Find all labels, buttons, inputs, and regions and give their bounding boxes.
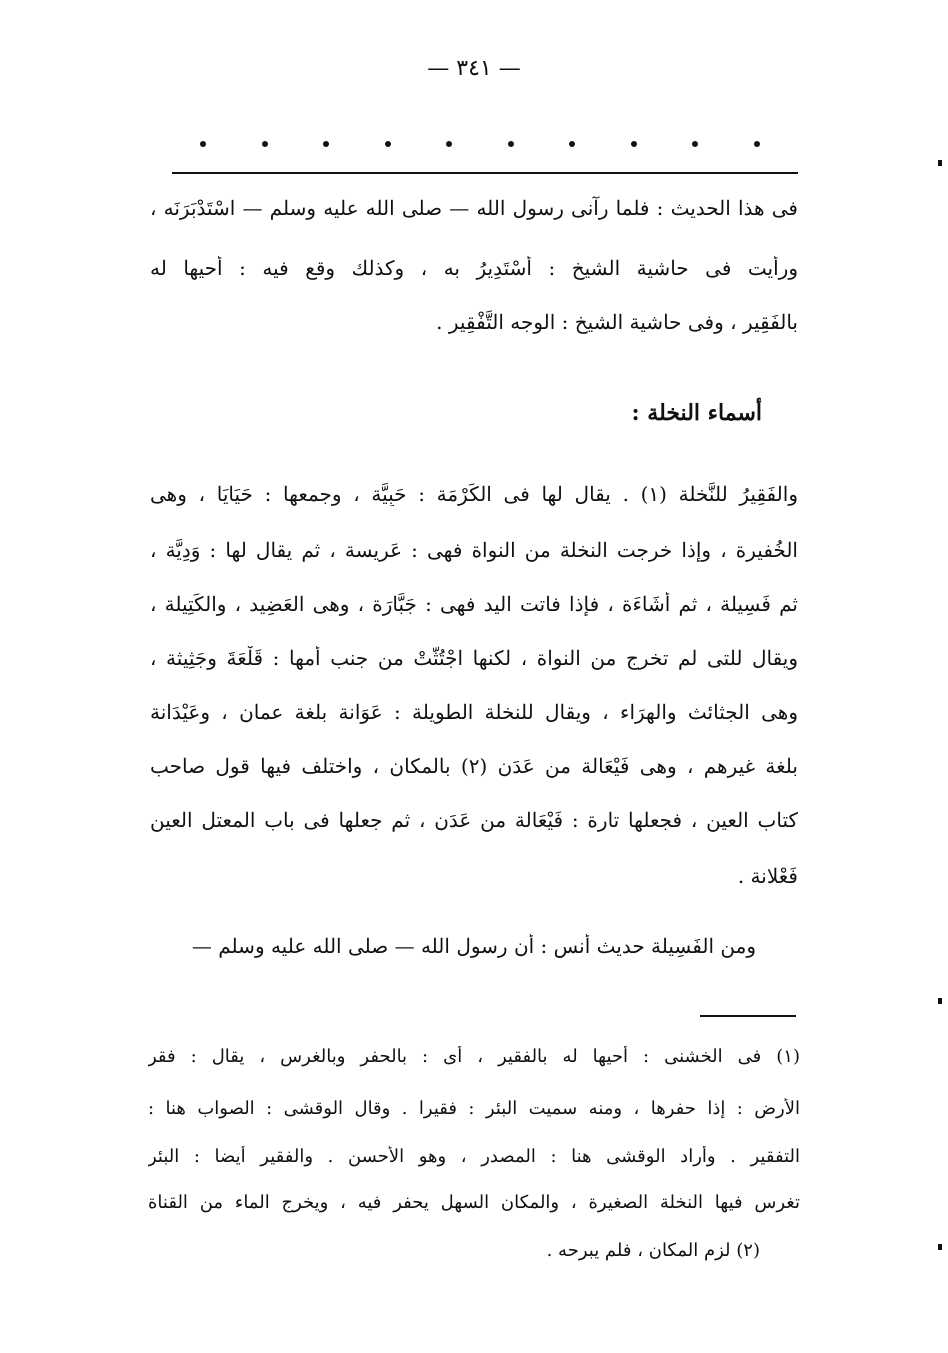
edge-mark (938, 160, 942, 166)
dot (262, 141, 268, 147)
footnote-2: (٢) لزم المكان ، فلم يبرحه . (546, 1240, 760, 1261)
dot (323, 141, 329, 147)
section-heading: أسماء النخلة : (631, 400, 762, 426)
footnote-line: (١) فى الخشنى : أحيها له بالفقير ، أى : بالحفر وبالغرس ، يقال : فقر (148, 1046, 800, 1067)
dot (754, 141, 760, 147)
body-line: ويقال للتى لم تخرج من النواة ، لكنها اجْتُثَّتْ من جنب أمها : قَلْعَةَ وجَثِيثة ، (150, 646, 798, 670)
ellipsis-dots (200, 134, 760, 154)
footnote-line: تغرس فيها النخلة الصغيرة ، والمكان السهل يحفر فيه ، ويخرج الماء من القناة (148, 1192, 800, 1213)
intro-line: فى هذا الحديث : فلما رآنى رسول الله — صلى الله عليه وسلم — اسْتَدْبَرَنَه ، (150, 196, 798, 220)
footnote-rule (700, 1015, 796, 1017)
dot (446, 141, 452, 147)
dot (200, 141, 206, 147)
body-line: ثم فَسِيلة ، ثم أَشَاءَة ، فإذا فاتت اليد فهى : جَبَّارَة ، وهى العَضِيد ، والكَتِيلة ، (150, 592, 798, 616)
intro-line: ورأيت فى حاشية الشيخ : أَسْتَدِيرُ به ، وكذلك وقع فيه : أحيها له (150, 256, 798, 280)
top-rule (172, 172, 798, 174)
body-line: الخُفيرة ، وإذا خرجت النخلة من النواة فهى : عَرِيسة ، ثم يقال لها : وَدِيَّة ، (150, 538, 798, 562)
dot (631, 141, 637, 147)
dot (508, 141, 514, 147)
body-line: والفَقِيرُ للنَّخلة (١) . يقال لها فى الكَرْمَة : حَبِيَّة ، وجمعها : حَيَايَا ، وهى (150, 482, 798, 506)
dot (692, 141, 698, 147)
body-line: كتاب العين ، فجعلها تارة : فَيْعَالة من عَدَن ، ثم جعلها فى باب المعتل العين (150, 808, 798, 832)
body-line: وهى الجثائث والهِرَاء ، ويقال للنخلة الطويلة : عَوَانة بلغة عمان ، وعَيْدَانة (150, 700, 798, 724)
page-number: — ٣٤١ — (427, 56, 521, 81)
body-line: فَعْلانة . (737, 864, 798, 888)
dot (385, 141, 391, 147)
intro-line: بالفَقِير ، وفى حاشية الشيخ : الوجه التَّفْقِير . (436, 310, 798, 334)
body-line: بلغة غيرهم ، وهى فَيْعَالة من عَدَن (٢) بالمكان ، واختلف فيها قول صاحب (150, 754, 798, 778)
dot (569, 141, 575, 147)
footnote-line: التفقير . وأراد الوقشى هنا : المصدر ، وهو الأحسن . والفقير أيضا : البئر (148, 1146, 800, 1167)
edge-mark (938, 1244, 942, 1250)
footnote-line: الأرض : إذا حفرها ، ومنه سميت البئر : فقيرا . وقال الوقشى : الصواب هنا : (148, 1098, 800, 1119)
closing-line: ومن الفَسِيلة حديث أنس : أن رسول الله — صلى الله عليه وسلم — (191, 934, 756, 958)
edge-mark (938, 998, 942, 1004)
